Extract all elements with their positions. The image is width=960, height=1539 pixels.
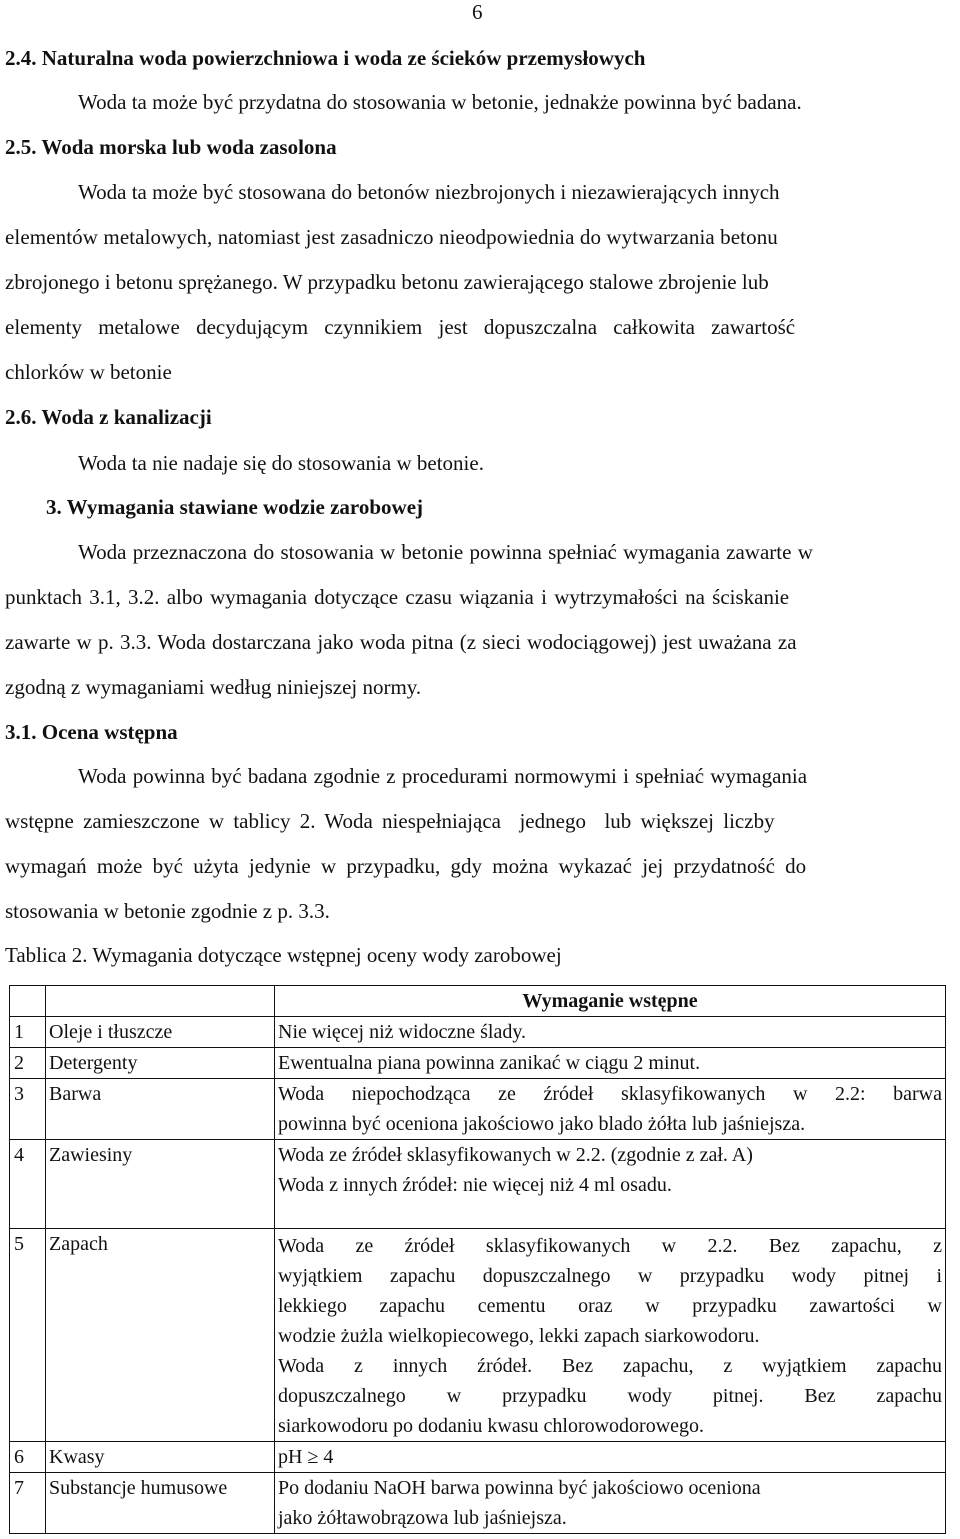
- requirement-line: Nie więcej niż widoczne ślady.: [278, 1021, 527, 1043]
- requirement-line: wodzie żużla wielkopiecowego, lekki zapach siarkowodoru.: [278, 1325, 760, 1347]
- section-2-5-line: elementów metalowych, natomiast jest zasadniczo nieodpowiednia do wytwarzania betonu: [5, 225, 778, 249]
- row-requirement: [275, 1229, 946, 1442]
- row-requirement: [275, 1048, 946, 1079]
- row-requirement: [275, 1079, 946, 1140]
- requirement-line: Woda z innych źródeł: nie więcej niż 4 ml osadu.: [278, 1174, 672, 1196]
- requirement-line: lekkiego zapachu cementu oraz w przypadku zawartości w: [278, 1295, 942, 1317]
- requirement-line: Ewentualna piana powinna zanikać w ciągu 2 minut.: [278, 1052, 701, 1074]
- requirements-table: [9, 985, 946, 1534]
- requirement-line: powinna być oceniona jakościowo jako blado żółta lub jaśniejsza.: [278, 1113, 806, 1135]
- section-3-line: zgodną z wymaganiami według niniejszej normy.: [5, 675, 422, 699]
- table-header-row: [10, 986, 946, 1017]
- table-cell: [10, 986, 46, 1017]
- text-line: Woda ta może być stosowana do betonów niezbrojonych i niezawierających innych: [78, 180, 780, 204]
- row-number: 2: [10, 1048, 46, 1079]
- section-3-1-line: wymagań może być użyta jedynie w przypadku, gdy można wykazać jej przydatność do: [5, 854, 807, 878]
- row-name: Barwa: [46, 1079, 275, 1140]
- section-3-1-line: Woda powinna być badana zgodnie z procedurami normowymi i spełniać wymagania: [78, 764, 808, 788]
- requirement-line: Woda niepochodząca ze źródeł sklasyfikowanych w 2.2: barwa: [278, 1083, 942, 1105]
- requirement-line: Woda ze źródeł sklasyfikowanych w 2.2. (zgodnie z zał. A): [278, 1144, 753, 1166]
- section-2-5-line: elementy metalowe decydującym czynnikiem jest dopuszczalna całkowita zawartość: [5, 315, 796, 339]
- table-row: [10, 1140, 946, 1229]
- section-2-5-heading: 2.5. Woda morska lub woda zasolona: [5, 135, 337, 159]
- row-name: Substancje humusowe: [46, 1473, 275, 1534]
- requirement-line: siarkowodoru po dodaniu kwasu chlorowodorowego.: [278, 1415, 705, 1437]
- row-number: 7: [10, 1473, 46, 1534]
- section-2-5-line: [78, 180, 955, 205]
- section-3-1-heading: 3.1. Ocena wstępna: [5, 720, 178, 744]
- table-row: [10, 1229, 946, 1442]
- table-row: [10, 1442, 946, 1473]
- row-name: Detergenty: [46, 1048, 275, 1079]
- requirement-line: Woda ze źródeł sklasyfikowanych w 2.2. Bez zapachu, z: [278, 1235, 942, 1257]
- row-name: Zawiesiny: [46, 1140, 275, 1229]
- row-name: Oleje i tłuszcze: [46, 1017, 275, 1048]
- row-name: Zapach: [46, 1229, 275, 1442]
- row-number: 4: [10, 1140, 46, 1229]
- section-3-line: punktach 3.1, 3.2. albo wymagania dotyczące czasu wiązania i wytrzymałości na ściskanie: [5, 585, 790, 609]
- table-caption: Tablica 2. Wymagania dotyczące wstępnej oceny wody zarobowej: [5, 943, 562, 967]
- table-row: [10, 1079, 946, 1140]
- requirement-line: Woda z innych źródeł. Bez zapachu, z wyjątkiem zapachu: [278, 1355, 942, 1377]
- table-row: [10, 1017, 946, 1048]
- requirement-line: pH ≥ 4: [278, 1446, 334, 1468]
- table-row: [10, 1048, 946, 1079]
- row-requirement: [275, 1017, 946, 1048]
- section-2-4-heading: 2.4. Naturalna woda powierzchniowa i woda ze ścieków przemysłowych: [5, 46, 646, 70]
- page-number: 6: [472, 0, 483, 24]
- row-number: 3: [10, 1079, 46, 1140]
- row-requirement: [275, 1140, 946, 1229]
- requirement-line: Po dodaniu NaOH barwa powinna być jakościowo oceniona: [278, 1477, 761, 1499]
- requirement-line: dopuszczalnego w przypadku wody pitnej. Bez zapachu: [278, 1385, 942, 1407]
- requirement-line: jako żółtawobrązowa lub jaśniejsza.: [278, 1507, 567, 1529]
- row-number: 1: [10, 1017, 46, 1048]
- row-requirement: [275, 1473, 946, 1534]
- section-2-5-line: zbrojonego i betonu sprężanego. W przypadku betonu zawierającego stalowe zbrojenie lub: [5, 270, 769, 294]
- row-number: 6: [10, 1442, 46, 1473]
- row-requirement: [275, 1442, 946, 1473]
- table-row: [10, 1473, 946, 1534]
- table-cell: [46, 986, 275, 1017]
- section-2-6-heading: 2.6. Woda z kanalizacji: [5, 405, 212, 429]
- section-3-heading: 3. Wymagania stawiane wodzie zarobowej: [46, 495, 424, 519]
- requirement-line: wyjątkiem zapachu dopuszczalnego w przypadku wody pitnej i: [278, 1265, 942, 1287]
- section-2-4-text: Woda ta może być przydatna do stosowania w betonie, jednakże powinna być badana.: [78, 90, 802, 114]
- section-2-6-text: Woda ta nie nadaje się do stosowania w betonie.: [78, 451, 484, 475]
- row-name: Kwasy: [46, 1442, 275, 1473]
- section-3-1-line: stosowania w betonie zgodnie z p. 3.3.: [5, 899, 330, 923]
- row-number: 5: [10, 1229, 46, 1442]
- table-header-cell: Wymaganie wstępne: [275, 986, 946, 1017]
- section-3-1-line: wstępne zamieszczone w tablicy 2. Woda niespełniająca jednego lub większej liczby: [5, 809, 775, 833]
- section-3-line: zawarte w p. 3.3. Woda dostarczana jako woda pitna (z sieci wodociągowej) jest uważana za: [5, 630, 797, 654]
- section-3-line: Woda przeznaczona do stosowania w betonie powinna spełniać wymagania zawarte w: [78, 540, 813, 564]
- section-2-5-line: chlorków w betonie: [5, 360, 172, 384]
